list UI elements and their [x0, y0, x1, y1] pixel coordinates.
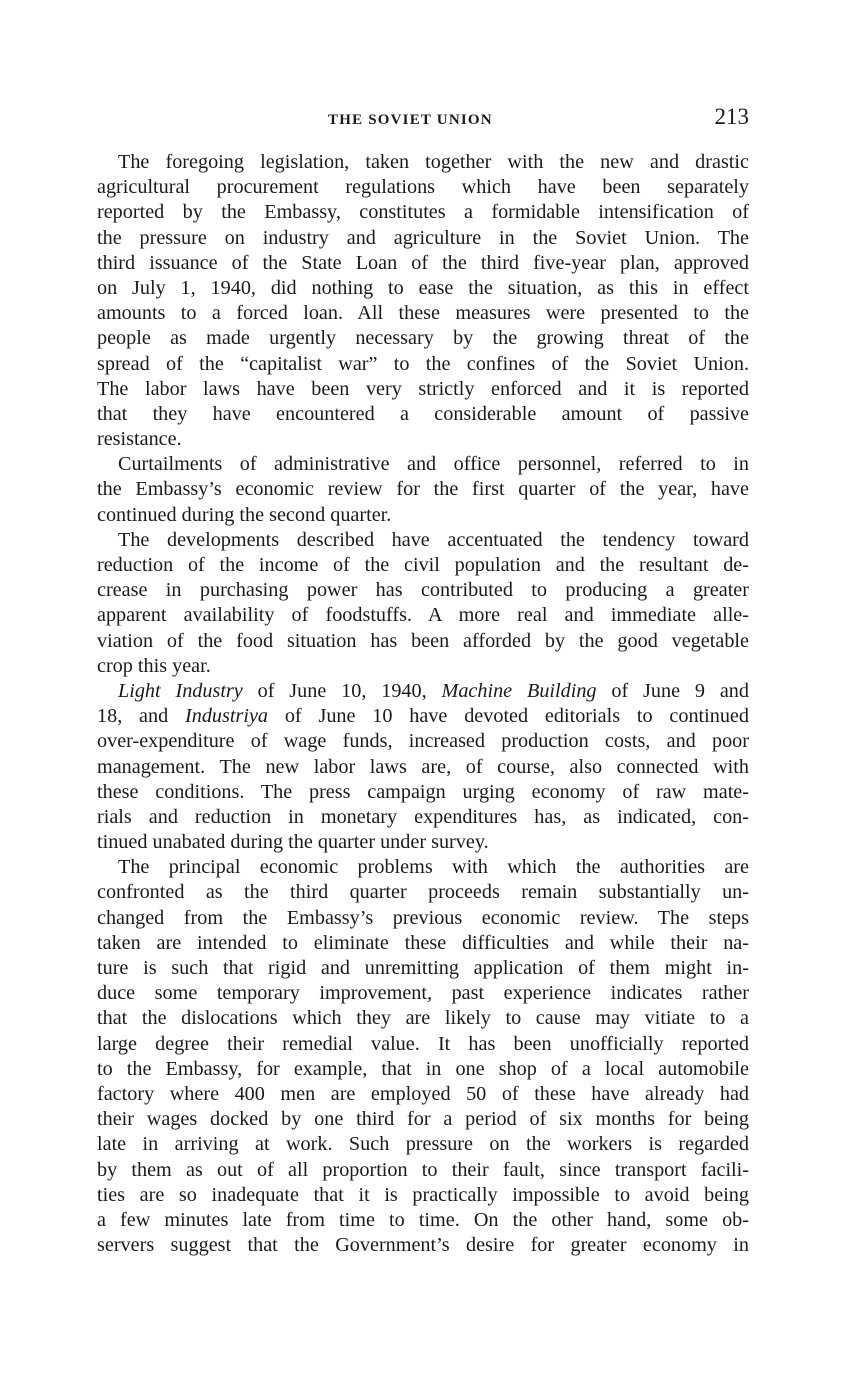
text-line: The labor laws have been very strictly enforced and it is reported: [97, 377, 749, 400]
text-line: large degree their remedial value. It has been unofficially reported: [97, 1032, 749, 1055]
text-line: spread of the “capitalist war” to the confines of the Soviet Union.: [97, 352, 749, 375]
publication-title-light-industry: Light Industry: [118, 679, 243, 702]
text-line: management. The new labor laws are, of course, also connected with: [97, 755, 749, 778]
text-line: duce some temporary improvement, past experience indicates rather: [97, 982, 749, 1005]
text-line: crease in purchasing power has contributed to producing a greater: [97, 579, 749, 602]
text-line: on July 1, 1940, did nothing to ease the situation, as this in effect: [97, 276, 749, 299]
text-line: reported by the Embassy, constitutes a formidable intensification of: [97, 201, 749, 224]
text-line: by them as out of all proportion to their fault, since transport facili-: [97, 1158, 749, 1181]
text-line: resistance.: [97, 428, 182, 451]
publication-title-machine-building: Machine Building: [441, 679, 597, 702]
text-line: factory where 400 men are employed 50 of these have already had: [97, 1082, 749, 1105]
text-span: of June 9 and: [596, 679, 749, 702]
running-title: THE SOVIET UNION: [328, 112, 493, 128]
document-page: [97, 104, 749, 1257]
text-line: tinued unabated during the quarter under survey.: [97, 831, 489, 854]
text-line: viation of the food situation has been afforded by the good vegetable: [97, 629, 749, 652]
paragraph-4: [97, 679, 749, 855]
text-span: 18, and: [97, 705, 186, 728]
paragraph-5: [97, 855, 749, 1258]
running-header: [97, 104, 749, 138]
text-line: crop this year.: [97, 654, 211, 677]
text-line: agricultural procurement regulations which have been separately: [97, 176, 749, 199]
text-line: The foregoing legislation, taken together with the new and drastic: [118, 151, 749, 173]
text-line: The principal economic problems with which the authorities are: [118, 856, 749, 879]
text-span: of June 10 have devoted editorials to continued: [268, 705, 749, 728]
text-line: reduction of the income of the civil population and the resultant de-: [97, 554, 749, 576]
text-line: ture is such that rigid and unremitting application of them might in-: [97, 957, 749, 979]
text-line: servers suggest that the Government’s desire for greater economy in: [97, 1234, 749, 1257]
text-line: their wages docked by one third for a period of six months for being: [97, 1108, 749, 1131]
text-line: amounts to a forced loan. All these measures were presented to the: [97, 302, 749, 325]
text-line: [97, 704, 749, 729]
text-line: to the Embassy, for example, that in one shop of a local automobile: [97, 1057, 749, 1080]
text-line: a few minutes late from time to time. On the other hand, some ob-: [97, 1208, 749, 1231]
text-line: that the dislocations which they are likely to cause may vitiate to a: [97, 1007, 749, 1030]
text-line: ties are so inadequate that it is practically impossible to avoid being: [97, 1183, 749, 1206]
text-line: The developments described have accentuated the tendency toward: [118, 528, 749, 551]
text-line: apparent availability of foodstuffs. A more real and immediate alle-: [97, 604, 749, 627]
text-line: the Embassy’s economic review for the first quarter of the year, have: [97, 478, 749, 501]
text-line: Curtailments of administrative and office personnel, referred to in: [118, 453, 749, 476]
text-line: rials and reduction in monetary expenditures has, as indicated, con-: [97, 805, 749, 828]
text-line: taken are intended to eliminate these difficulties and while their na-: [97, 931, 749, 954]
text-line: that they have encountered a considerable amount of passive: [97, 402, 749, 425]
page-number: 213: [714, 104, 749, 129]
text-line: continued during the second quarter.: [97, 503, 392, 526]
text-line: these conditions. The press campaign urging economy of raw mate-: [97, 780, 749, 803]
text-line: late in arriving at work. Such pressure on the workers is regarded: [97, 1133, 749, 1156]
paragraph-1: [97, 150, 749, 452]
text-line: confronted as the third quarter proceeds remain substantially un-: [97, 881, 749, 904]
text-line: the pressure on industry and agriculture in the Soviet Union. The: [97, 226, 749, 249]
text-span: of June 10, 1940,: [242, 679, 442, 702]
paragraph-2: [97, 452, 749, 528]
text-line: over-expenditure of wage funds, increased production costs, and poor: [97, 730, 749, 753]
publication-title-industriya: Industriya: [185, 705, 269, 728]
text-line: people as made urgently necessary by the growing threat of the: [97, 327, 749, 350]
text-line: changed from the Embassy’s previous economic review. The steps: [97, 906, 749, 929]
text-line: third issuance of the State Loan of the third five-year plan, approved: [97, 251, 749, 274]
text-line: [97, 679, 749, 704]
body-text: [97, 150, 749, 1258]
paragraph-3: [97, 528, 749, 679]
